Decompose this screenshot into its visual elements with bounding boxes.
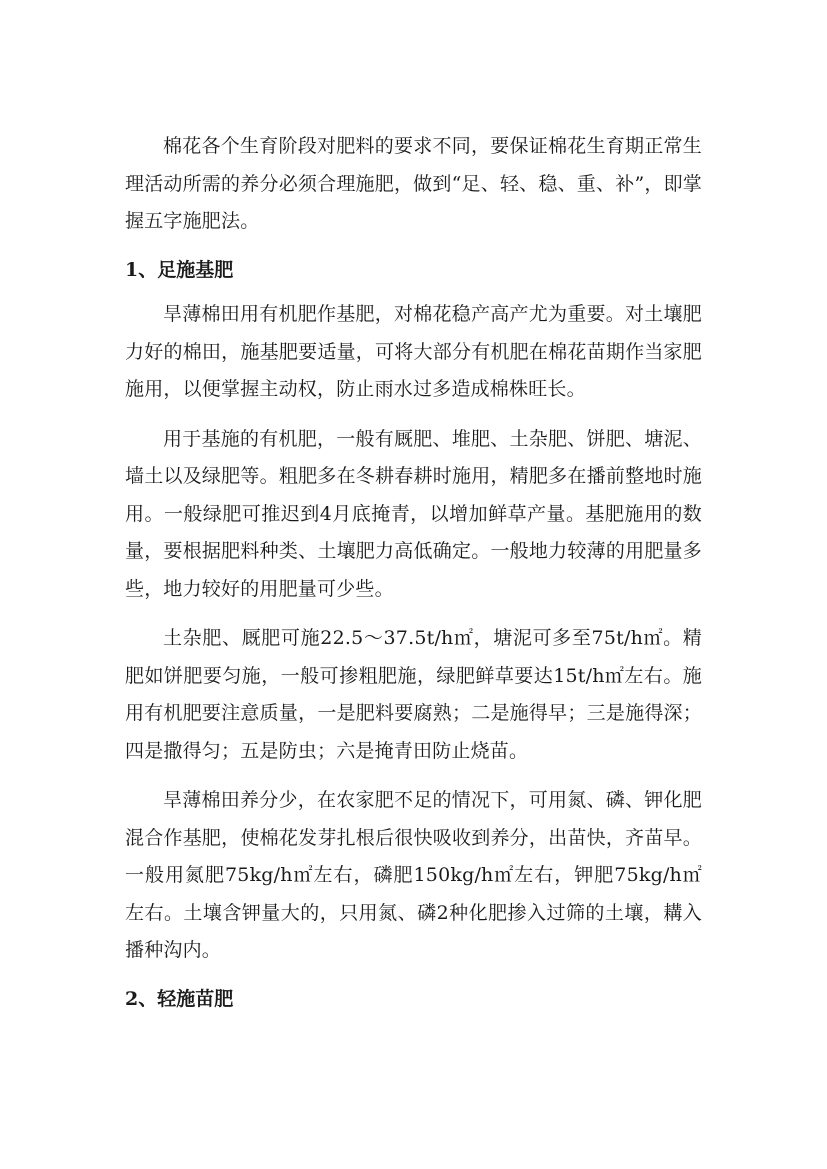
section-heading-seedling-fertilizer: 2、轻施苗肥 (125, 987, 234, 1010)
paragraph-application-rates: 土杂肥、厩肥可施22.5～37.5t/h㎡，塘泥可多至75t/h㎡。精肥如饼肥要匀施，一般可掺粗肥施，绿肥鲜草要达15t/h㎡左右。施用有机肥要注意质量，一是肥料要腐熟；二是施得早；三是施得深；四是撒得匀；五是防虫；六是掩青田防止烧苗。 (125, 627, 702, 762)
section-heading-base-fertilizer: 1、足施基肥 (125, 258, 234, 281)
intro-paragraph: 棉花各个生育阶段对肥料的要求不同，要保证棉花生育期正常生理活动所需的养分必须合理施肥，做到“足、轻、稳、重、补”，即掌握五字施肥法。 (125, 135, 702, 232)
paragraph-organic-types: 用于基施的有机肥，一般有厩肥、堆肥、土杂肥、饼肥、塘泥、墙土以及绿肥等。粗肥多在冬耕春耕时施用，精肥多在播前整地时施用。一般绿肥可推迟到4月底掩青，以增加鲜草产量。基肥施用的数量，要根据肥料种类、土壤肥力高低确定。一般地力较薄的用肥量多些，地力较好的用肥量可少些。 (125, 427, 702, 600)
paragraph-chemical-fertilizer: 旱薄棉田养分少，在农家肥不足的情况下，可用氮、磷、钾化肥混合作基肥，使棉花发芽扎根后很快吸收到养分，出苗快，齐苗早。一般用氮肥75kg/h㎡左右，磷肥150kg/h㎡左右，钾肥75kg/h㎡左右。土壤含钾量大的，只用氮、磷2种化肥掺入过筛的土壤，耩入播种沟内。 (125, 789, 702, 961)
paragraph-organic-base-fertilizer: 旱薄棉田用有机肥作基肥，对棉花稳产高产尤为重要。对土壤肥力好的棉田，施基肥要适量，可将大部分有机肥在棉花苗期作当家肥施用，以便掌握主动权，防止雨水过多造成棉株旺长。 (125, 303, 702, 400)
